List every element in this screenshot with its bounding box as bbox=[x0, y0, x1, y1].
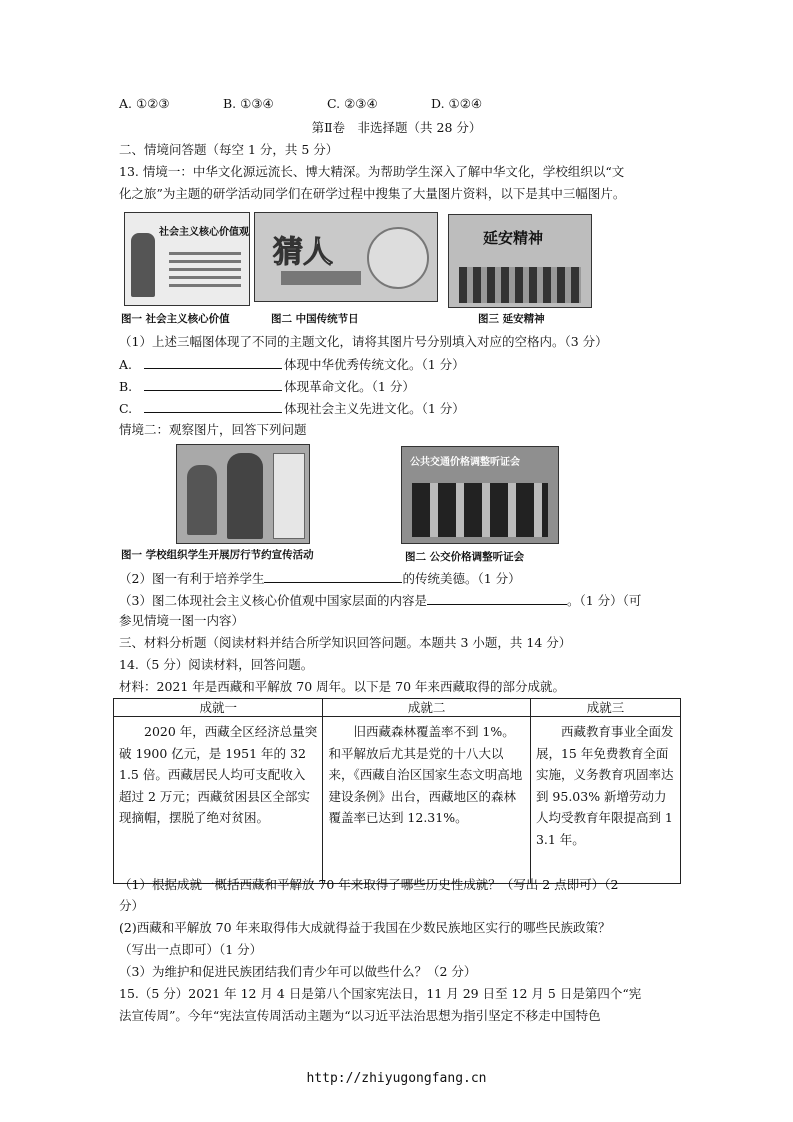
blank-c bbox=[119, 400, 465, 417]
q13-sub3-field[interactable] bbox=[427, 592, 567, 605]
header-achievement-1: 成就一 bbox=[114, 699, 323, 717]
blank-b-text: 体现革命文化。（1 分） bbox=[284, 379, 415, 394]
footer-url[interactable]: http://zhiyugongfang.cn bbox=[306, 1071, 487, 1086]
cell-achievement-2: 旧西藏森林覆盖率不到 1%。和平解放后尤其是党的十八大以来，《西藏自治区国家生态文明高地建设条例》出台，西藏地区的森林覆盖率已达到 12.31%。 bbox=[323, 717, 531, 884]
choice-options bbox=[119, 96, 535, 112]
photo-yanan-spirit bbox=[448, 214, 592, 308]
blank-c-prefix: C. bbox=[119, 401, 133, 416]
option-a: A. ①②③ bbox=[119, 96, 170, 111]
plate-icon bbox=[367, 227, 429, 289]
core-values-banner: 社会主义核心价值观 bbox=[159, 227, 249, 238]
cell-achievement-1: 2020 年，西藏全区经济总量突破 1900 亿元，是 1951 年的 321.5 倍。西藏居民人均可支配收入超过 2 万元；西藏贫困县区全部实现摘帽，摆脱了绝对贫困。 bbox=[114, 717, 323, 884]
table-row bbox=[114, 717, 681, 884]
part2-heading: 二、情境问答题（每空 1 分，共 5 分） bbox=[119, 142, 339, 157]
people-group-icon bbox=[459, 267, 581, 303]
yanan-banner: 延安精神 bbox=[483, 229, 544, 247]
blank-a bbox=[119, 356, 465, 373]
q14-sub2-line2: （写出一点即可）（1 分） bbox=[119, 942, 263, 957]
q15-line1: 15.（5 分）2021 年 12 月 4 日是第八个国家宪法日，11 月 29 日至 12 月 5 日是第四个“宪 bbox=[119, 986, 642, 1001]
scene1-caption-1: 图一 社会主义核心价值 bbox=[121, 313, 230, 325]
option-b: B. ①③④ bbox=[223, 96, 274, 111]
q13-sub2-prefix: （2）图一有利于培养学生 bbox=[119, 571, 265, 586]
part3-heading: 三、材料分析题（阅读材料并结合所学知识回答问题。本题共 3 小题，共 14 分） bbox=[119, 635, 572, 650]
header-achievement-2: 成就二 bbox=[323, 699, 531, 717]
text-block-icon bbox=[169, 247, 241, 291]
panel-members-icon bbox=[412, 483, 548, 537]
person-icon bbox=[187, 465, 217, 535]
q13-sub1: （1）上述三幅图体现了不同的主题文化，请将其图片号分别填入对应的空格内。（3 分） bbox=[119, 334, 608, 349]
q13-sub3-line2: 参见情境一图一内容） bbox=[119, 613, 245, 628]
blank-a-prefix: A. bbox=[119, 357, 133, 372]
q13-sub3-prefix: （3）图二体现社会主义核心价值观中国家层面的内容是 bbox=[119, 593, 427, 608]
q14-sub1-line2: 分） bbox=[119, 898, 145, 913]
blank-a-field[interactable] bbox=[144, 356, 282, 369]
option-c: C. ②③④ bbox=[327, 96, 378, 111]
q13-sub2-suffix: 的传统美德。（1 分） bbox=[402, 571, 521, 586]
section2-title: 第Ⅱ卷 非选择题（共 28 分） bbox=[311, 120, 482, 135]
blank-c-field[interactable] bbox=[144, 400, 282, 413]
q14-intro: 14.（5 分）阅读材料，回答问题。 bbox=[119, 657, 314, 672]
photo-fare-hearing bbox=[401, 446, 559, 544]
person-icon bbox=[227, 453, 263, 539]
scene2-caption-2: 图二 公交价格调整听证会 bbox=[405, 551, 525, 563]
q14-sub1-line1: （1）根据成就一概括西藏和平解放 70 年来取得了哪些历史性成就？（写出 2 点即可）（2 bbox=[119, 877, 619, 892]
q13-line2: 化之旅”为主题的研学活动同学们在研学过程中搜集了大量图片资料，以下是其中三幅图片。 bbox=[119, 186, 626, 201]
blank-b-prefix: B. bbox=[119, 379, 133, 394]
scene1-caption-3: 图三 延安精神 bbox=[478, 313, 545, 325]
scene2-caption-1: 图一 学校组织学生开展厉行节约宣传活动 bbox=[121, 549, 314, 561]
q13-sub3 bbox=[119, 592, 641, 609]
q14-sub3: （3）为维护和促进民族团结我们青少年可以做些什么？（2 分） bbox=[119, 964, 477, 979]
q14-material: 材料：2021 年是西藏和平解放 70 周年。以下是 70 年来西藏取得的部分成就。 bbox=[119, 679, 565, 694]
photo-frugality-campaign bbox=[176, 444, 310, 544]
photo-core-values bbox=[124, 212, 250, 306]
header-achievement-3: 成就三 bbox=[530, 699, 680, 717]
festival-banner: 猜人 bbox=[273, 235, 333, 270]
photo-traditional-festival bbox=[254, 212, 438, 302]
table-header-row bbox=[114, 699, 681, 717]
achievements-table bbox=[113, 698, 681, 884]
cell-achievement-3: 西藏教育事业全面发展，15 年免费教育全面实施，义务教育巩固率达到 95.03% 新增劳动力人均受教育年限提高到 13.1 年。 bbox=[530, 717, 680, 884]
scene2-intro: 情境二：观察图片，回答下列问题 bbox=[119, 422, 307, 437]
q13-sub2 bbox=[119, 570, 521, 587]
blank-b bbox=[119, 378, 415, 395]
blank-b-field[interactable] bbox=[144, 378, 282, 391]
poster-icon bbox=[273, 453, 305, 539]
scene1-caption-2: 图二 中国传统节日 bbox=[271, 313, 359, 325]
ribbon-icon bbox=[281, 271, 361, 285]
figure-silhouette-icon bbox=[131, 233, 155, 297]
q13-line1: 13. 情境一：中华文化源远流长、博大精深。为帮助学生深入了解中华文化，学校组织以“文 bbox=[119, 164, 625, 179]
q14-sub2-line1: (2)西藏和平解放 70 年来取得伟大成就得益于我国在少数民族地区实行的哪些民族政策？ bbox=[119, 920, 611, 935]
q13-sub3-suffix: 。（1 分）（可 bbox=[566, 593, 642, 608]
blank-a-text: 体现中华优秀传统文化。（1 分） bbox=[284, 357, 465, 372]
option-d: D. ①②④ bbox=[431, 96, 483, 111]
blank-c-text: 体现社会主义先进文化。（1 分） bbox=[284, 401, 465, 416]
q15-line2: 法宣传周”。今年“宪法宣传周活动主题为“以习近平法治思想为指引坚定不移走中国特色 bbox=[119, 1008, 601, 1023]
q13-sub2-field[interactable] bbox=[264, 570, 402, 583]
hearing-banner: 公共交通价格调整听证会 bbox=[410, 457, 520, 468]
